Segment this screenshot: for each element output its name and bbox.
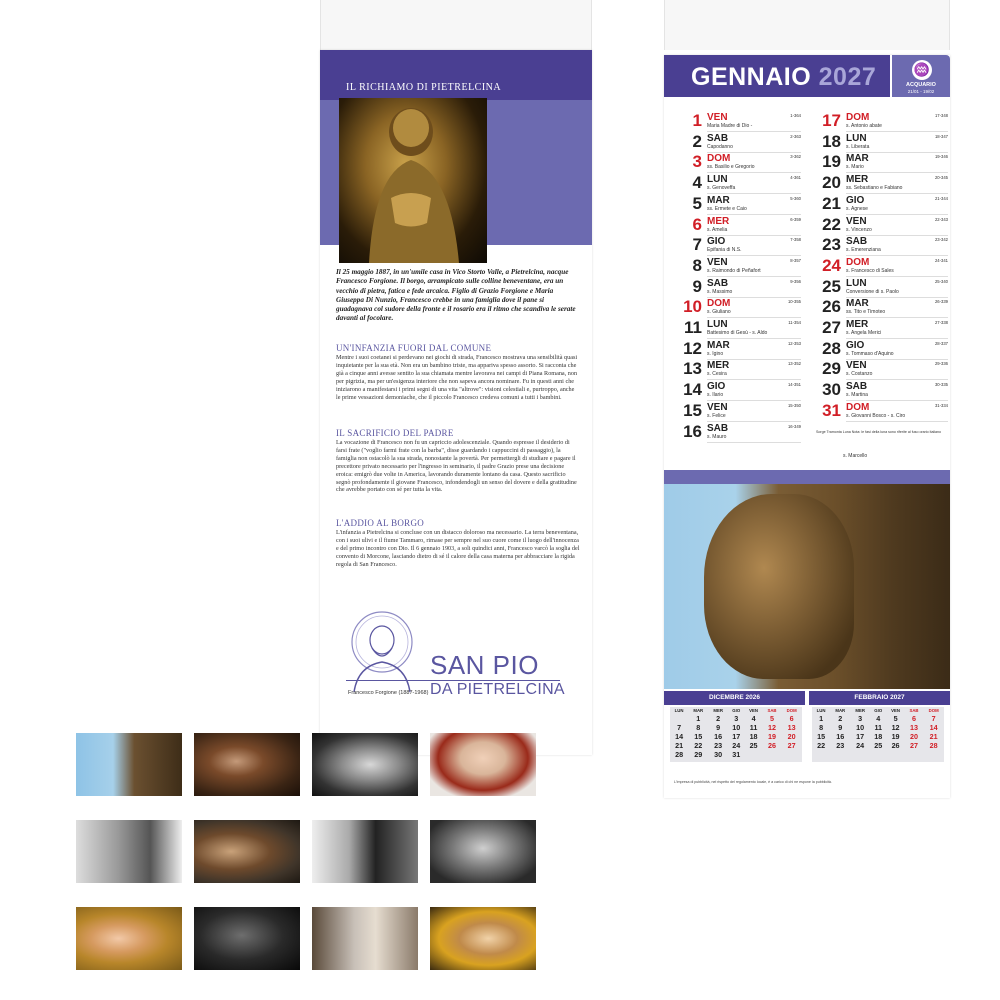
mini-day: 25	[749, 741, 758, 750]
mini-calendar-feb	[812, 707, 944, 762]
saint-label: s. Francesco di Sales	[846, 267, 894, 274]
mini-weekday: VEN	[891, 708, 900, 713]
mini-day: 27	[787, 741, 796, 750]
day-number: 15	[683, 400, 702, 420]
sun-moon-legend: Sorge Tramonta Luna Nota: le fasi della luna sono riferite al fuso orario italiano	[816, 430, 942, 434]
mini-day: 13	[787, 723, 796, 732]
weekday-label: SAB	[707, 277, 729, 289]
page-title: IL RICHIAMO DI PIETRELCINA	[346, 82, 502, 93]
mini-day: 18	[874, 732, 883, 741]
day-count: 10-355	[787, 299, 801, 305]
row-divider	[846, 421, 948, 422]
paper-strip-left	[320, 0, 592, 50]
day-count: 22-343	[934, 216, 948, 222]
mini-day: 6	[789, 714, 794, 723]
mini-day: 30	[714, 750, 723, 759]
mini-day: 11	[749, 723, 758, 732]
mini-day: 22	[817, 741, 826, 750]
day-count: 1-364	[790, 113, 801, 118]
weekday-label: SAB	[846, 381, 868, 393]
mini-day: 8	[819, 723, 824, 732]
saint-label: ss. Sebastiano e Fabiano	[846, 185, 903, 192]
day-number: 12	[683, 338, 702, 358]
mini-day: 26	[767, 741, 776, 750]
mini-weekday: MER	[855, 708, 865, 713]
day-row	[803, 340, 948, 360]
thumbnail-padre-pio-brown[interactable]	[194, 733, 300, 796]
day-count: 14-351	[787, 382, 801, 388]
mini-day: 21	[675, 741, 684, 750]
weekday-label: MAR	[846, 298, 869, 310]
saint-label: s. Martina	[846, 392, 868, 399]
thumbnail-statue-blue-sky[interactable]	[76, 733, 182, 796]
mini-day: 2	[838, 714, 843, 723]
day-row	[664, 153, 801, 173]
mini-day: 7	[677, 723, 682, 732]
day-number: 20	[822, 173, 841, 193]
footer-note: L'impresa di pubblicità, nel rispetto del regolamento locale, è a carico di chi ne espone la pubblicità.	[674, 780, 832, 784]
weekday-label: MAR	[707, 339, 730, 351]
weekday-label: LUN	[846, 132, 867, 144]
weekday-label: MER	[707, 215, 730, 227]
mini-day: 28	[929, 741, 938, 750]
thumbnail-padre-pio-blessing[interactable]	[76, 820, 182, 883]
saint-label: s. Genoveffa	[707, 185, 736, 192]
day-count: 31-334	[934, 402, 948, 408]
saint-label: ss. Ermete e Caio	[707, 205, 747, 212]
day-number: 26	[822, 297, 841, 317]
mini-day: 20	[787, 732, 796, 741]
mini-day: 24	[856, 741, 865, 750]
thumbnail-padre-pio-dark[interactable]	[194, 907, 300, 970]
mini-day: 14	[675, 732, 684, 741]
day-count: 28-337	[934, 340, 948, 346]
weekday-label: SAB	[707, 422, 729, 434]
mini-day: 14	[929, 723, 938, 732]
day-count: 17-348	[934, 113, 948, 118]
mini-day: 16	[836, 732, 845, 741]
day-row	[664, 216, 801, 236]
day-row	[803, 298, 948, 318]
day-count: 26-339	[934, 299, 948, 305]
day-number: 8	[692, 255, 702, 275]
day-count: 8-357	[790, 257, 801, 263]
mini-weekday: MER	[713, 708, 723, 713]
day-number: 29	[822, 359, 841, 379]
saint-label: s. Giuliano	[707, 309, 731, 316]
day-row	[664, 360, 801, 380]
day-row	[664, 174, 801, 194]
saint-label: s. Mauro	[707, 433, 727, 440]
statue-profile-photo	[664, 484, 950, 689]
mini-day: 5	[769, 714, 774, 723]
day-number: 17	[822, 111, 841, 130]
day-row	[803, 319, 948, 339]
month-title	[691, 63, 876, 92]
thumbnail-padre-pio-clouds[interactable]	[312, 907, 418, 970]
day-number: 7	[692, 235, 702, 255]
biography-page	[320, 50, 592, 755]
mini-day: 27	[909, 741, 918, 750]
day-number: 24	[822, 255, 841, 275]
day-number: 30	[822, 380, 841, 400]
day-count: 27-338	[934, 320, 948, 325]
weekday-label: MAR	[846, 153, 869, 165]
weekday-label: LUN	[707, 319, 728, 330]
mini-weekday: LUN	[674, 708, 684, 713]
day-number: 10	[683, 297, 702, 317]
mini-day: 13	[909, 723, 918, 732]
day-count: 11-354	[788, 320, 801, 325]
day-count: 18-347	[934, 133, 948, 139]
section-heading-childhood: UN'INFANZIA FUORI DAL COMUNE	[336, 343, 492, 353]
thumbnail-padre-pio-bw-portrait[interactable]	[430, 820, 536, 883]
day-count: 12-353	[787, 340, 801, 346]
mini-day: 10	[856, 723, 865, 732]
day-count: 2-363	[790, 133, 801, 139]
day-number: 14	[683, 380, 702, 400]
weekday-label: GIO	[846, 339, 865, 351]
row-divider	[707, 442, 801, 443]
day-count: 15-350	[787, 402, 801, 408]
day-count: 6-359	[790, 216, 801, 222]
mini-weekday: MAR	[835, 708, 846, 713]
saint-label: ss. Tito e Timoteo	[846, 309, 886, 316]
saint-label: s. Angela Merici	[846, 330, 882, 336]
saint-label: s. Cesira	[707, 371, 727, 378]
day-row	[664, 112, 801, 132]
day-count: 24-341	[934, 257, 948, 263]
saint-label: s. Amelia	[707, 226, 728, 233]
mini-day: 10	[732, 723, 741, 732]
day-number: 23	[822, 235, 841, 255]
mini-day: 5	[893, 714, 898, 723]
thumbnail-padre-pio-bw-writing[interactable]	[312, 820, 418, 883]
mini-day	[670, 714, 688, 723]
day-row	[664, 319, 801, 339]
day-count: 25-340	[934, 278, 948, 284]
day-number: 22	[822, 214, 841, 234]
month-header	[664, 55, 890, 97]
day-row	[664, 133, 801, 153]
day-row	[664, 340, 801, 360]
mini-day: 24	[732, 741, 741, 750]
zodiac-box	[892, 55, 950, 97]
section-heading-farewell: L'ADDIO AL BORGO	[336, 518, 425, 528]
intro-text: Il 25 maggio 1887, in un'umile casa in Vico Storto Valle, a Pietrelcina, nacque Francesco Forgione. Il borgo, arrampicato sulle colline beneventane, era un vecchio di pietra, fatica e fede arcaica. Figlio di Grazio Forgione e Maria Giuseppa Di Nunzio, Francesco crebbe in una famiglia dove il pane si guadagnava col sudore della fronte e il rosario era il ritmo che scandiva le serate davanti al focolare.	[336, 268, 576, 323]
day-count: 23-342	[934, 237, 948, 243]
weekday-label: MAR	[707, 194, 730, 206]
day-row	[664, 195, 801, 215]
mini-day: 18	[749, 732, 758, 741]
weekday-label: LUN	[707, 174, 728, 186]
mini-weekday: VEN	[749, 708, 758, 713]
day-number: 25	[822, 276, 841, 296]
weekday-label: DOM	[846, 112, 870, 123]
month-year: 2027	[818, 63, 877, 91]
day-row	[664, 257, 801, 277]
aquarius-icon: ♒	[912, 60, 932, 80]
weekday-label: GIO	[707, 381, 726, 393]
day-row	[803, 216, 948, 236]
thumbnail-padre-pio-mosaic[interactable]	[76, 907, 182, 970]
day-count: 19-346	[934, 154, 948, 160]
day-row	[803, 133, 948, 153]
mini-day: 3	[858, 714, 863, 723]
day-number: 31	[822, 400, 841, 420]
mini-day: 7	[931, 714, 936, 723]
section-text-farewell: L'infanzia a Pietrelcina si concluse con un distacco doloroso ma necessario. La terra beneventana, con i suoi ulivi e il fiume Tammaro, rimase per sempre nel suo cuore come il luogo dell'innocenza e del primo incontro con Dio. Il 6 gennaio 1903, a soli quindici anni, Francesco varcò la soglia del convento di Morcone, lasciando dietro di sé il calore della casa materna per abbracciare la rigida regola di San Francesco.	[336, 529, 580, 568]
thumbnail-padre-pio-red-stole[interactable]	[430, 733, 536, 796]
day-row	[664, 278, 801, 298]
day-number: 13	[683, 359, 702, 379]
saint-label: s. Liberata	[846, 143, 870, 150]
mini-weekday: SAB	[767, 708, 777, 713]
statue-head	[704, 494, 854, 679]
weekday-label: GIO	[707, 236, 726, 248]
paper-strip-right	[664, 0, 950, 50]
saint-label: s. Mario	[846, 164, 864, 171]
day-number: 11	[684, 318, 702, 337]
mini-day: 3	[734, 714, 739, 723]
mini-day: 25	[874, 741, 883, 750]
day-count: 4-361	[790, 175, 801, 181]
mini-day: 8	[696, 723, 701, 732]
weekday-label: MER	[846, 174, 869, 186]
saint-label: s. Giovanni Bosco - s. Ciro	[846, 412, 906, 419]
weekday-label: SAB	[846, 236, 868, 248]
day-count: 30-335	[934, 382, 948, 388]
weekday-label: VEN	[707, 401, 728, 413]
day-count: 3-362	[790, 154, 801, 160]
saint-label: s. Igino	[707, 350, 724, 357]
mini-day: 9	[716, 723, 721, 732]
saint-label: s. Tommaso d'Aquino	[846, 350, 894, 357]
day-number: 5	[692, 193, 702, 213]
mini-day	[744, 750, 762, 759]
mini-day: 20	[909, 732, 918, 741]
day-count: 21-344	[934, 195, 948, 201]
saint-label: Capodanno	[707, 143, 733, 150]
saint-label: s. Vincenzo	[846, 226, 872, 233]
day-row	[664, 381, 801, 401]
mini-day: 15	[694, 732, 703, 741]
day-number: 4	[692, 173, 702, 193]
day-row	[803, 278, 948, 298]
day-count: 13-352	[787, 361, 801, 367]
saint-label: s. Emerenziana	[846, 247, 881, 254]
day-number: 18	[822, 131, 841, 151]
weekday-label: DOM	[846, 401, 870, 413]
weekday-label: VEN	[707, 256, 728, 268]
day-number: 3	[692, 152, 702, 172]
day-row	[664, 298, 801, 318]
mini-day: 23	[714, 741, 723, 750]
day-number: 21	[822, 193, 841, 213]
saint-label: s. Antonio abate	[846, 123, 882, 129]
day-number: 9	[692, 276, 702, 296]
day-row	[803, 195, 948, 215]
mini-day: 29	[694, 750, 703, 759]
saint-label: s. Costanzo	[846, 371, 873, 378]
mini-calendar-dec	[670, 707, 802, 762]
weekday-label: DOM	[707, 153, 731, 165]
mini-day: 1	[696, 714, 701, 723]
mini-day: 15	[817, 732, 826, 741]
day-row	[664, 402, 801, 422]
day-count: 5-360	[790, 195, 801, 201]
saint-label: Maria Madre di Dio -	[707, 123, 753, 129]
zodiac-dates: 21/01 - 19/02	[907, 89, 935, 94]
mini-day: 19	[767, 732, 776, 741]
month-name: GENNAIO	[691, 63, 812, 91]
day-row	[803, 360, 948, 380]
mini-day: 28	[675, 750, 684, 759]
brand-caption: Francesco Forgione (1887-1968)	[348, 690, 429, 696]
weekday-label: MER	[846, 319, 869, 330]
mini-weekday: GIO	[874, 708, 883, 713]
day-number: 6	[692, 214, 702, 234]
mini-day: 6	[911, 714, 916, 723]
saint-label: s. Raimondo di Peñafort	[707, 267, 761, 274]
weekday-label: VEN	[707, 112, 728, 123]
weekday-label: LUN	[846, 277, 867, 289]
mini-day: 16	[714, 732, 723, 741]
day-row	[664, 236, 801, 256]
day-count: 16-349	[787, 423, 801, 429]
day-number: 16	[683, 421, 702, 441]
last-note: s. Marcello	[843, 453, 868, 459]
day-count: 9-356	[790, 278, 801, 284]
mini-weekday: DOM	[786, 708, 797, 713]
mini-day: 4	[751, 714, 756, 723]
mini-day: 23	[836, 741, 845, 750]
brand-subtitle: DA PIETRELCINA	[430, 681, 565, 698]
day-number: 28	[822, 338, 841, 358]
mini-calendar-title-dec: DICEMBRE 2026	[664, 691, 805, 705]
day-row	[803, 257, 948, 277]
thumbnail-padre-pio-bw-smile[interactable]	[312, 733, 418, 796]
day-number: 27	[822, 318, 841, 337]
mini-weekday: GIO	[732, 708, 741, 713]
mini-weekday: SAB	[909, 708, 919, 713]
section-heading-father: IL SACRIFICIO DEL PADRE	[336, 428, 454, 438]
saint-label: ss. Basilio e Gregorio	[707, 164, 755, 171]
thumbnail-padre-pio-gold[interactable]	[430, 907, 536, 970]
day-row	[803, 236, 948, 256]
saint-label: s. Massimo	[707, 288, 733, 295]
calendar-page	[664, 55, 950, 798]
mini-day	[763, 750, 782, 759]
weekday-label: VEN	[846, 215, 867, 227]
day-row	[664, 423, 801, 443]
saint-label: Epifania di N.S.	[707, 247, 742, 254]
mini-day: 11	[874, 723, 883, 732]
photo-top-band	[664, 470, 950, 484]
mini-day: 17	[732, 732, 741, 741]
mini-day: 9	[838, 723, 843, 732]
mini-day: 4	[876, 714, 881, 723]
day-row	[803, 381, 948, 401]
mini-calendar-title-feb: FEBBRAIO 2027	[809, 691, 950, 705]
mini-day: 26	[891, 741, 900, 750]
zodiac-name: ACQUARIO	[906, 82, 936, 88]
day-number: 2	[692, 131, 702, 151]
saint-label: s. Agnese	[846, 205, 868, 212]
day-count: 7-358	[790, 237, 801, 243]
weekday-label: GIO	[846, 194, 865, 206]
day-count: 20-345	[934, 175, 948, 181]
saint-label: s. Ilario	[707, 392, 724, 399]
mini-day: 12	[891, 723, 900, 732]
section-text-father: La vocazione di Francesco non fu un capriccio adolescenziale. Quando espresse il desiderio di farsi frate ("voglio farmi frate con la barba", disse guardando i cappuccini di passaggio), la famiglia non ostacolò la sua strada, nonostante la povertà. Per permettergli di studiare e pagare il precettore privato necessario per l'ingresso in seminario, il padre Grazio prese una decisione eroica: emigrò due volte in America, lavorando duramente lontano da casa. Questo sacrificio segnò profondamente il giovane Francesco, infondendogli un senso del dovere e della gratitudine che avrebbe portato con sé per tutta la vita.	[336, 439, 577, 494]
day-row	[803, 402, 948, 422]
mini-weekday: MAR	[693, 708, 704, 713]
mini-day: 31	[732, 750, 741, 759]
weekday-label: VEN	[846, 360, 867, 372]
saint-label: Battesimo di Gesù - s. Aldo	[707, 330, 768, 336]
mini-day	[781, 750, 802, 759]
mini-day: 12	[767, 723, 776, 732]
weekday-label: SAB	[707, 132, 729, 144]
brand-name: SAN PIO	[430, 650, 539, 680]
mini-day: 17	[856, 732, 865, 741]
day-row	[803, 112, 948, 132]
saint-label: Conversione di s. Paolo	[846, 288, 899, 295]
mini-day: 19	[891, 732, 900, 741]
saint-label: s. Felice	[707, 412, 726, 419]
weekday-label: DOM	[846, 256, 870, 268]
mini-day: 2	[716, 714, 721, 723]
mini-day: 22	[694, 741, 703, 750]
day-row	[803, 153, 948, 173]
day-number: 19	[822, 152, 841, 172]
weekday-label: DOM	[707, 298, 731, 310]
day-row	[803, 174, 948, 194]
mini-weekday: DOM	[928, 708, 939, 713]
mini-day: 21	[929, 732, 938, 741]
mini-day: 1	[819, 714, 824, 723]
thumbnail-padre-pio-painting[interactable]	[194, 820, 300, 883]
bronze-statue-photo	[339, 98, 487, 263]
day-count: 29-336	[934, 361, 948, 367]
section-text-childhood: Mentre i suoi coetanei si perdevano nei giochi di strada, Francesco mostrava una sensibilità quasi inquietante per la sua età. Non era un bambino triste, ma appariva spesso assorto. Si racconta che già a cinque anni avesse sentito la sua chiamata mentre lavorava nei campi di Piana Romana, non per pigrizia, ma per un'esigenza interiore che non sapeva ancora nominare. Fu in questi anni che iniziarono a manifestarsi i primi segni di una vita "altrove": visioni celestiali e, purtroppo, anche le prime vessazioni demoniache, che il piccolo Francesco credeva comuni a tutti i bambini.	[336, 354, 578, 401]
weekday-label: MER	[707, 360, 730, 372]
mini-weekday: LUN	[816, 708, 826, 713]
day-number: 1	[692, 111, 702, 130]
